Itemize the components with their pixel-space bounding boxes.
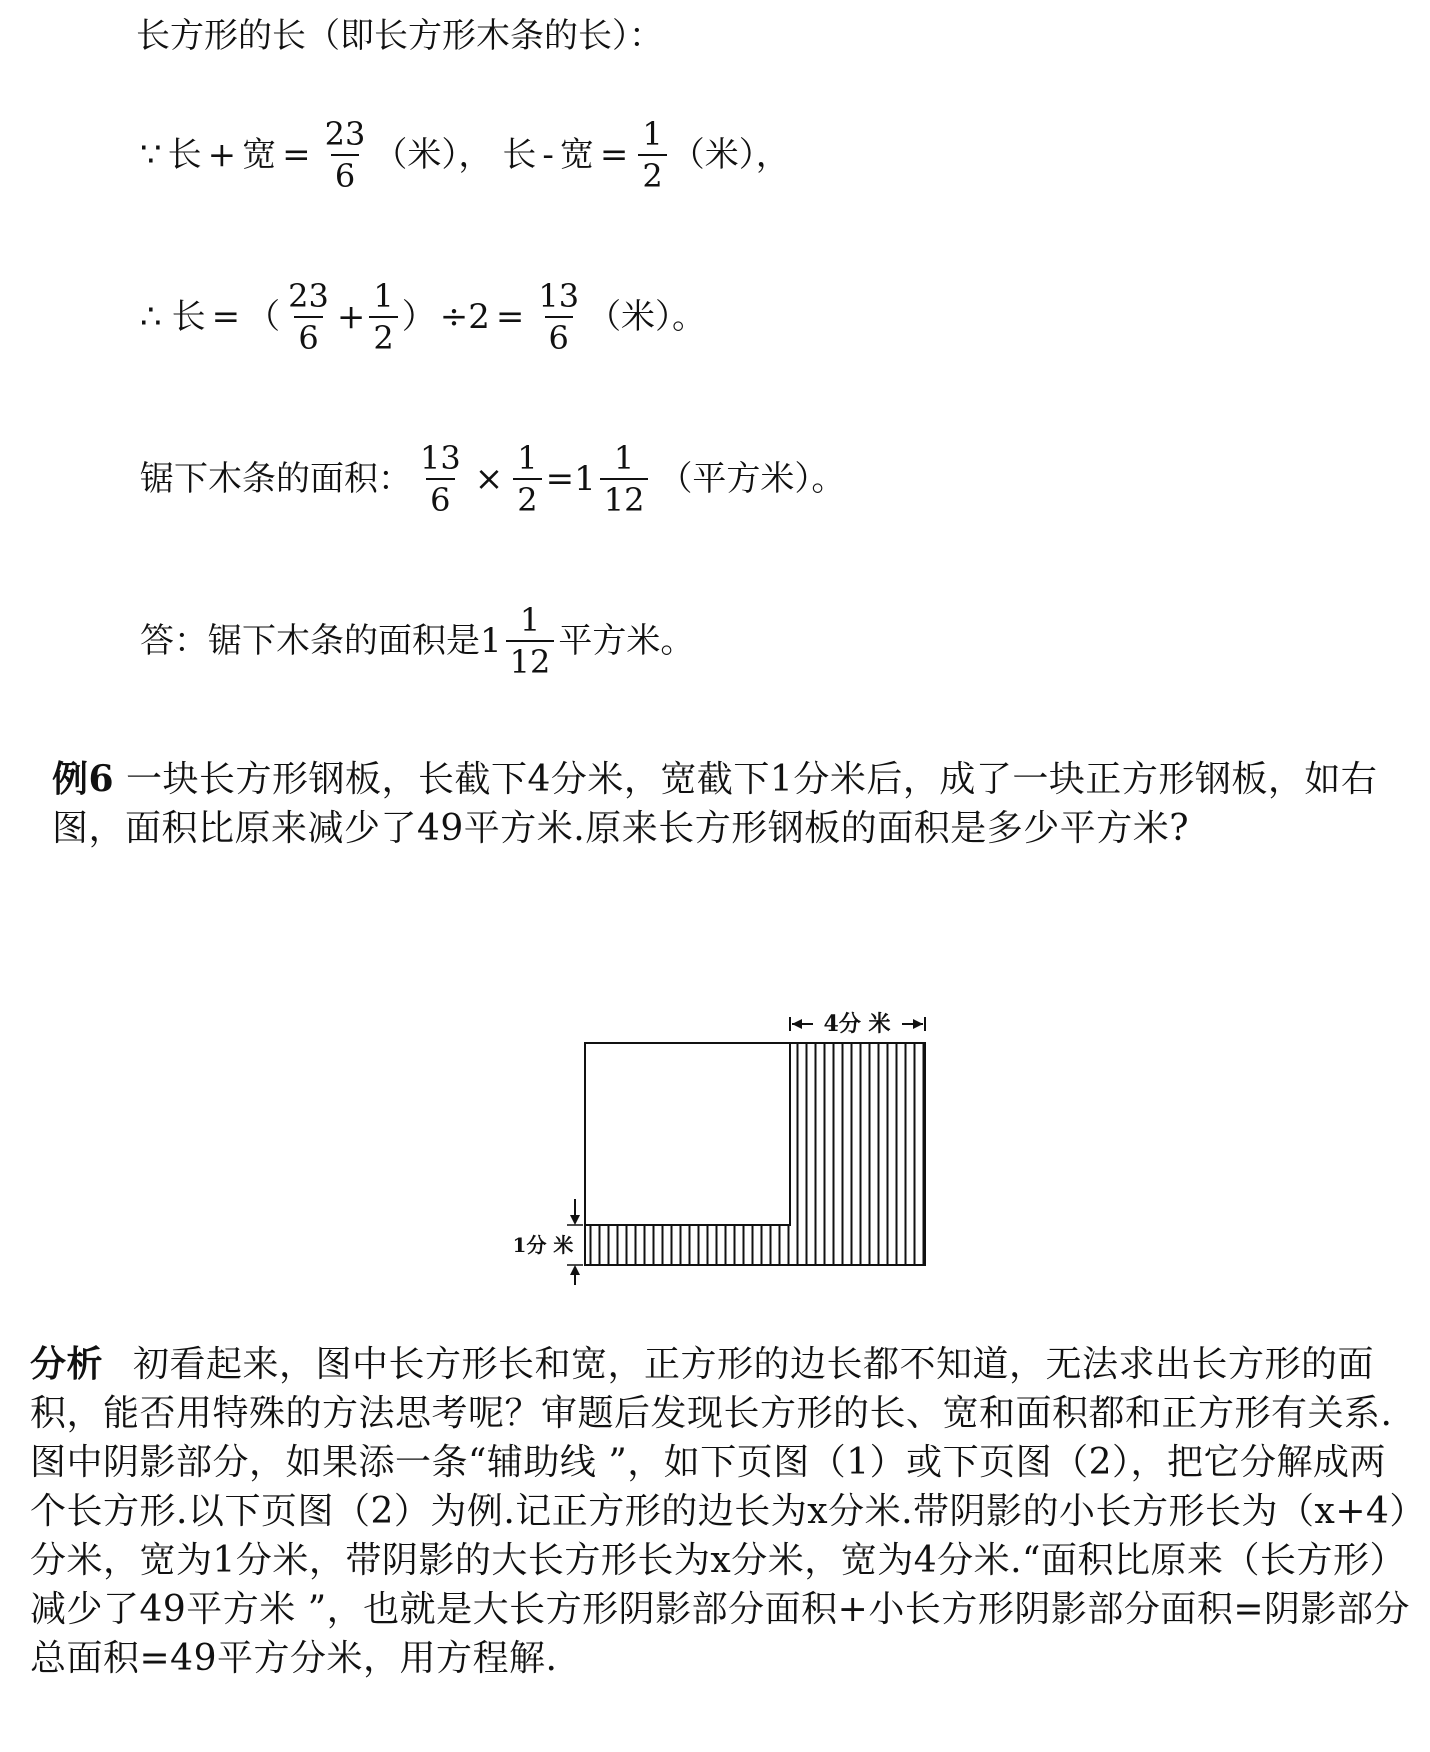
- fraction-denominator: 6: [331, 154, 359, 194]
- fraction-denominator: 6: [426, 478, 454, 518]
- mixed-whole: 1: [480, 621, 502, 661]
- fraction-numerator: 13: [420, 439, 461, 477]
- fraction-numerator: 1: [613, 439, 635, 477]
- arrow-up-icon: [570, 1265, 580, 1275]
- mixed-number-1-1-12: [574, 440, 652, 518]
- divide-by-two: ÷2: [439, 297, 490, 337]
- analysis-label: 分析: [30, 1343, 104, 1385]
- fraction-23-6: [284, 278, 333, 356]
- fraction-13-6: [416, 440, 465, 518]
- fraction-numerator: 1: [519, 601, 541, 639]
- fraction-denominator: 2: [513, 478, 541, 518]
- area-label: 锯下木条的面积：: [140, 459, 412, 499]
- unit-meter: （米）。: [587, 297, 707, 337]
- fraction-denominator: 2: [369, 316, 397, 356]
- fraction-23-6: [321, 116, 370, 194]
- solution-line-5: [140, 602, 694, 680]
- fraction-1-2: [638, 116, 666, 194]
- fraction-13-6: [534, 278, 583, 356]
- therefore-symbol: ∴: [140, 297, 162, 337]
- unit-meter: （米），: [373, 135, 493, 175]
- plus-sign: +: [336, 297, 366, 337]
- fraction-denominator: 12: [506, 640, 555, 680]
- equals-sign: =: [545, 459, 575, 499]
- fraction-denominator: 12: [600, 478, 649, 518]
- equals-sign: =: [211, 297, 241, 337]
- fraction-numerator: 23: [324, 115, 366, 153]
- arrow-down-icon: [570, 1215, 580, 1225]
- steel-plate-figure: [505, 995, 945, 1289]
- length-word: 长: [502, 135, 537, 175]
- fraction-numerator: 1: [642, 115, 663, 153]
- right-paren: ）: [401, 297, 436, 337]
- example-text: 一块长方形钢板，长截下4分米，宽截下1分米后，成了一块正方形钢板，如右图，面积比原来减少了49平方米.原来长方形钢板的面积是多少平方米?: [52, 759, 1378, 849]
- example-6-problem: [52, 755, 1412, 853]
- answer-label: 答：锯下木条的面积是: [140, 621, 480, 661]
- plus-sign: +: [207, 135, 237, 175]
- width-word: 宽: [559, 135, 594, 175]
- fraction-denominator: 2: [638, 154, 666, 194]
- length-word: 长: [167, 135, 202, 175]
- figure-svg: [505, 995, 945, 1285]
- width-word: 宽: [242, 135, 277, 175]
- shaded-bottom-strip: [585, 1225, 790, 1265]
- fraction-1-12: [600, 440, 649, 518]
- arrow-right-icon: [913, 1019, 923, 1029]
- solution-line-4: [140, 440, 845, 518]
- mixed-number-1-1-12: [480, 602, 558, 680]
- fraction-denominator: 6: [294, 316, 322, 356]
- fraction-numerator: 1: [373, 277, 394, 315]
- analysis-text: 初看起来，图中长方形长和宽，正方形的边长都不知道，无法求出长方形的面积，能否用特殊的方法思考呢？审题后发现长方形的长、宽和面积都和正方形有关系.图中阴影部分，如果添一条“辅助线 ”，如下页图（1）或下页图（2），把它分解成两个长方形.以下页图（2）为例.记正方形的边长为x分米.带阴影的小长方形长为（x+4）分米，宽为1分米，带阴影的大长方形长为x分米，宽为4分米.“面积比原来（长方形）减少了49平方米 ”，也就是大长方形阴影部分面积+小长方形阴影部分面积=阴影部分总面积=49平方分米，用方程解.: [30, 1344, 1410, 1679]
- side-dimension-label: 1分 米: [512, 1233, 574, 1257]
- analysis-paragraph: [30, 1340, 1410, 1683]
- solution-line-1-text: 长方形的长（即长方形木条的长）：: [136, 16, 663, 56]
- unit-square-meter: （平方米）。: [658, 459, 846, 499]
- solution-line-1: [136, 16, 663, 56]
- top-dimension-label: 4分 米: [823, 1011, 891, 1037]
- fraction-denominator: 6: [545, 316, 573, 356]
- shaded-right-strip: [790, 1043, 925, 1265]
- unit-square-meter: 平方米。: [558, 621, 695, 661]
- arrow-left-icon: [792, 1019, 802, 1029]
- equals-sign: =: [495, 297, 525, 337]
- length-word: 长: [171, 297, 206, 337]
- unit-meter: （米），: [670, 135, 790, 175]
- solution-line-3: [140, 278, 706, 356]
- fraction-numerator: 23: [288, 277, 329, 315]
- minus-sign: -: [542, 135, 554, 175]
- fraction-1-12: [506, 602, 555, 680]
- solution-line-2: [140, 116, 790, 194]
- mixed-whole: 1: [574, 459, 596, 499]
- because-symbol: ∵: [140, 135, 162, 175]
- example-label: 例6: [52, 758, 115, 800]
- fraction-numerator: 13: [538, 277, 580, 315]
- equals-sign: =: [599, 135, 629, 175]
- left-paren: （: [246, 297, 281, 337]
- fraction-1-2: [513, 440, 541, 518]
- fraction-numerator: 1: [517, 439, 538, 477]
- square-inner-edge: [585, 1043, 790, 1225]
- times-sign: ×: [474, 459, 504, 499]
- fraction-1-2: [369, 278, 397, 356]
- equals-sign: =: [282, 135, 311, 175]
